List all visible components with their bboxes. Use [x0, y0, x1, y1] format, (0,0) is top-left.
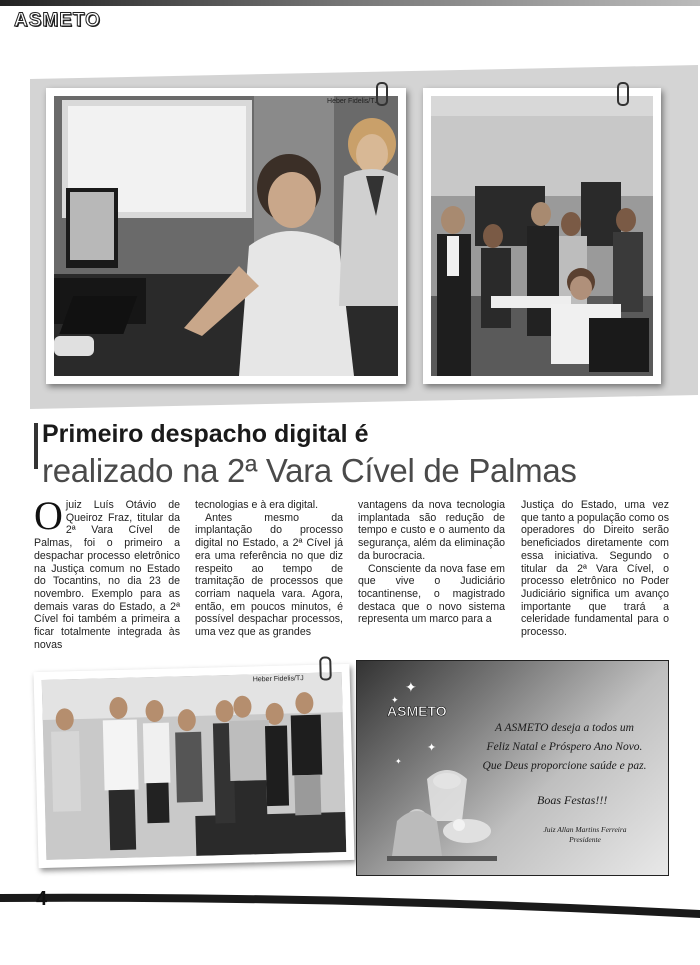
paperclip-icon: [617, 82, 629, 106]
photo-office-image: [431, 96, 653, 376]
card-festas: Boas Festas!!!: [537, 793, 608, 807]
column-3-para-2: Consciente da nova fase em que vive o Judiciário tocantinense, o magistrado destaca que o novo sistema representa um marco para a: [358, 562, 505, 626]
headline-line1: Primeiro despacho digital é: [42, 420, 369, 448]
signature-title: Presidente: [569, 835, 601, 844]
star-icon: ✦: [427, 742, 437, 754]
column-3-para-1: vantagens da nova tecnologia implantada são redução de tempo e custo e o aumento da segurança, além da eliminação da burocracia.: [358, 499, 505, 562]
photo-credit: Heber Fidelis/TJ: [252, 675, 304, 684]
paperclip-icon: [376, 82, 388, 106]
article-column-3: [358, 499, 505, 626]
article-column-4: [521, 499, 669, 639]
page-number: 4: [36, 888, 48, 910]
card-asmeto-logo: ASMETO: [387, 703, 447, 719]
headline-accent: [34, 423, 38, 469]
footer-swoosh: [0, 884, 700, 924]
column-4-text: Justiça do Estado, uma vez que tanto a população como os operadores do Direito serão beneficiados diretamente com essa iniciativa. Segundo o titular da 2ª Vara Cível, o processo eletrônico no Poder Judiciário significa um avanço importante que trará a celeridade fundamental para o processo.: [521, 499, 669, 639]
drop-cap: O: [34, 493, 63, 538]
asmeto-logo: ASMETO: [14, 10, 101, 31]
nativity-scene-icon: [387, 761, 497, 861]
photo-group-image: [42, 672, 347, 860]
christmas-card: [356, 660, 669, 876]
column-1-text: juiz Luís Otávio de Queiroz Fraz, titular da 2ª Vara Cível de Palmas, foi o primeiro a despachar processo eletrônico na Justiça comum no Estado do Tocantins, no dia 23 de novembro. Exemplo para as demais varas do Estado, a 2ª Cível foi também a primeira a ficar totalmente integrada às novas: [34, 499, 180, 651]
star-icon: ✦: [405, 679, 417, 695]
photo-office: [423, 88, 661, 384]
paperclip-icon: [319, 656, 332, 680]
photo-group: [33, 664, 354, 868]
article-column-1: [34, 493, 180, 651]
card-line-1: A ASMETO deseja a todos um: [495, 722, 634, 734]
top-bar: [0, 0, 700, 6]
headline-line2: realizado na 2ª Vara Cível de Palmas: [42, 452, 577, 489]
article-column-2: [195, 499, 343, 639]
column-2-para-1: tecnologias e à era digital.: [195, 499, 319, 511]
card-message: [467, 719, 662, 776]
card-signature: [525, 825, 645, 845]
photo-computer-image: [54, 96, 398, 376]
photo-credit: Heber Fidelis/TJ: [327, 98, 378, 105]
photo-computer: [46, 88, 406, 384]
signature-name: Juiz Allan Martins Ferreira: [543, 825, 627, 834]
column-2-para-2: Antes mesmo da implantação do processo digital no Estado, a 2ª Cível já era uma referência no que diz respeito ao tempo de tramitação de processos que corriam naquela vara. Agora, então, em poucos minutos, é possível despachar processos, uma vez que as grandes: [195, 511, 343, 639]
star-icon: ✦: [395, 757, 402, 766]
star-icon: ✦: [391, 695, 399, 705]
card-line-2: Feliz Natal e Próspero Ano Novo.: [486, 741, 643, 753]
card-line-3: Que Deus proporcione saúde e paz.: [482, 760, 647, 772]
